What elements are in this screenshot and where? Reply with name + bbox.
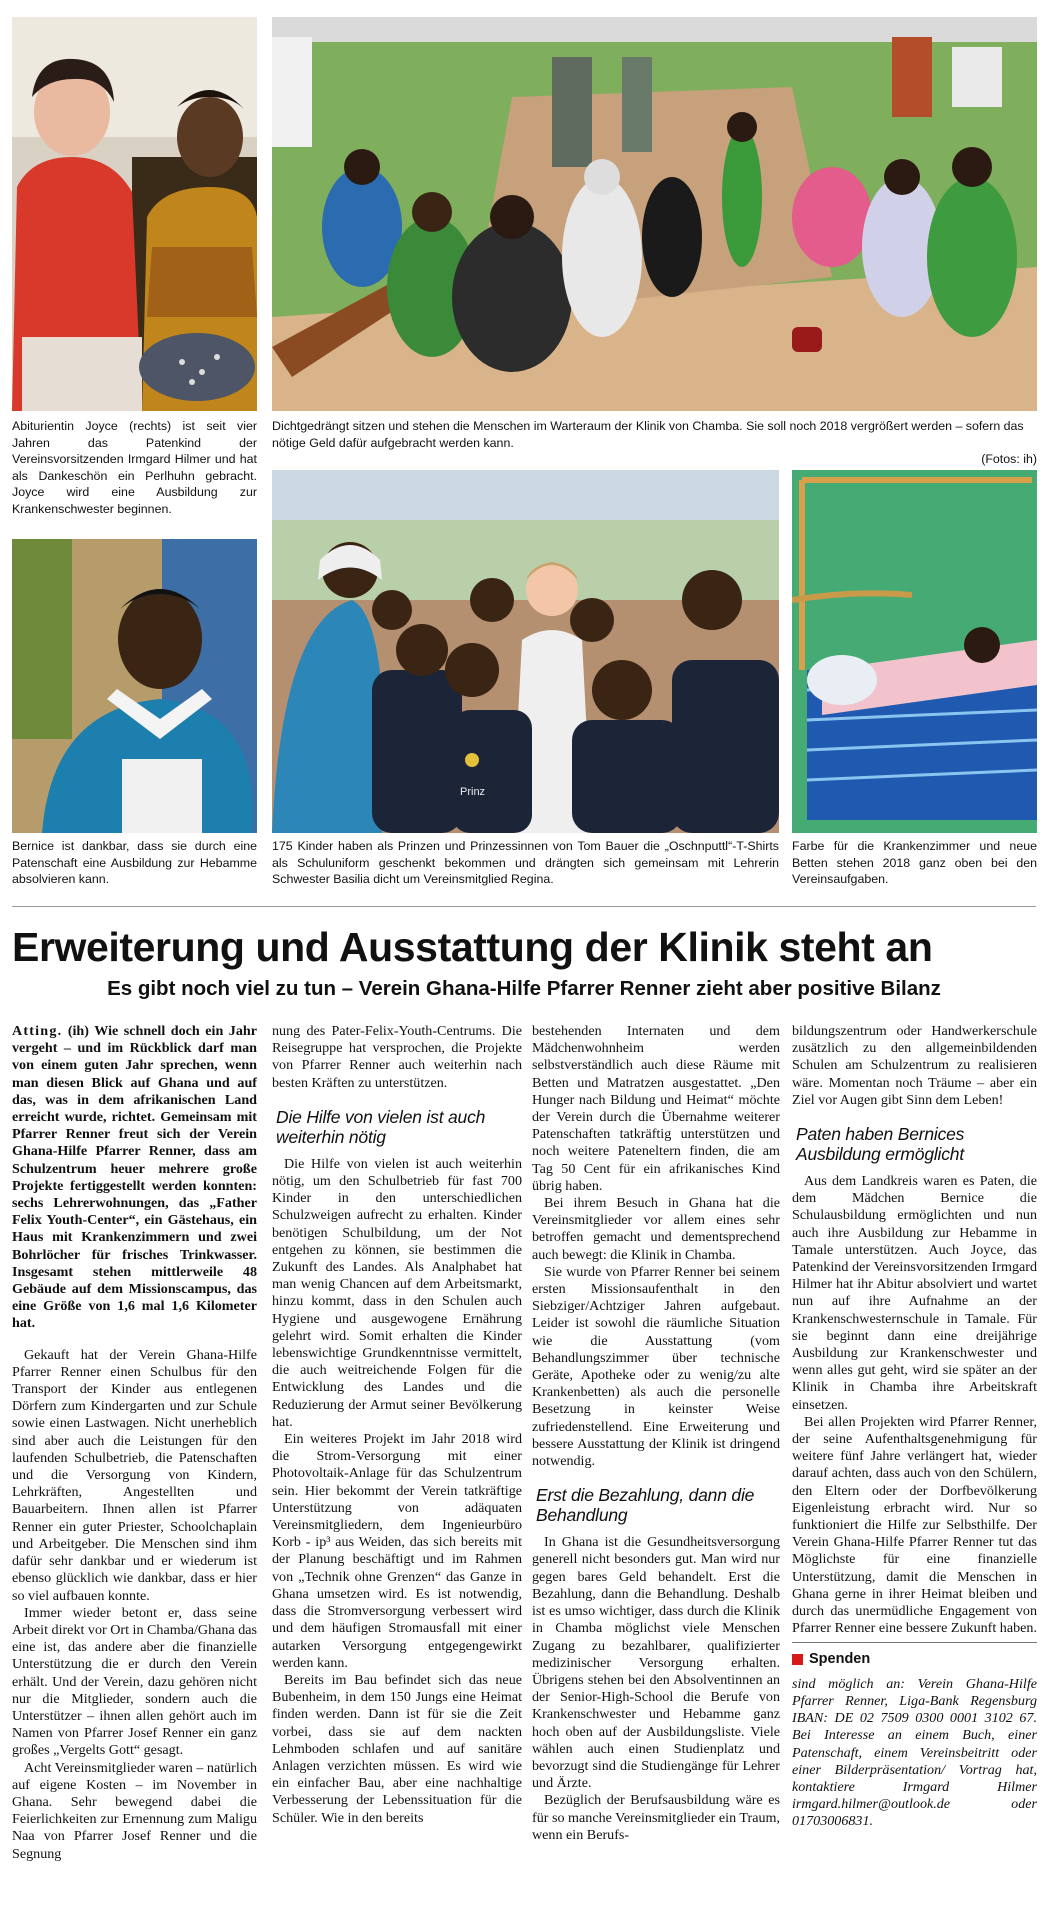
paragraph: Bei allen Projekten wird Pfarrer Renner, der seine Aufenthaltsgenehmigung für weitere fünf Jahre verlängert hat, wieder darauf achten, dass auch von den Schülern, den Eltern oder der Dorfbevölkerung Eigenleistung erbracht wird. Nur so funktioniert die Hilfe zur Selbsthilfe. Der Verein Ghana-Hilfe Pfarrer Renner tut das Möglichste für eine finanzielle Unterstützung, damit die Menschen in Ghana gerne in ihrer Heimat bleiben und durch das unermüdliche Engagement von Pfarrer Renner eine bessere Zukunft haben.: [792, 1413, 1037, 1637]
subheading-bezahlung: Erst die Bezahlung, dann die Behandlung: [536, 1485, 755, 1526]
photo-hospital-bed: [792, 470, 1037, 833]
subheading-hilfe: Die Hilfe von vielen ist auch weiterhin nötig: [276, 1106, 486, 1147]
paragraph: bestehenden Internaten und dem Mädchenwohnheim werden selbstverständlich auch diese Räume mit Betten und Matratzen ausgestattet. „Den Hunger nach Bildung und Heimat“ möchte der Verein durch die Übernahme weiterer Patenschaften tatkräftig unterstützen und noch weitere Pateneltern finden, die am Tag 50 Cent für ein afrikanisches Kind übrig haben.: [532, 1023, 780, 1194]
donation-heading-label: Spenden: [809, 1650, 871, 1667]
paragraph: Acht Vereinsmitglieder waren – natürlich auf eigene Kosten – im November in Ghana. Sehr bewegend dabei die Feierlichkeiten zur Ernennung zum Maligu Naa von Pfarrer Josef Renner und die Segnung: [12, 1759, 257, 1862]
paragraph: Immer wieder betont er, dass seine Arbeit direkt vor Ort in Chamba/Ghana das eine ist, das andere aber die finanzielle Unterstützung die er durch den Verein erhält. Und der Verein, dazu gehören nicht nur die Mitglieder, sondern auch die Unterstützer – ihnen allen gehört auch im Namen von Pfarrer Josef Renner ein ganz großes „Vergelts Gott“ gesagt.: [12, 1604, 257, 1759]
photo-credit: (Fotos: ih): [981, 452, 1037, 467]
caption-waiting-room-text: Dichtgedrängt sitzen und stehen die Menschen im Warteraum der Klinik von Chamba. Sie soll noch 2018 vergrößert werden – sofern das nötige Geld dafür aufgebracht werden kann.: [272, 419, 1024, 450]
caption-joyce: Abiturientin Joyce (rechts) ist seit vier Jahren das Patenkind der Vereinsvorsitzenden Irmgard Hilmer und hat als Dankeschön ein Perlhuhn gebracht. Joyce wird eine Ausbildung zur Krankenschwester beginnen.: [12, 419, 257, 516]
article-lead-text: (ih) Wie schnell doch ein Jahr vergeht – und im Rückblick darf man von einem guten Jahr sprechen, wenn man diesen Blick auf Ghana und auf das, was in dem afrikanischen Land erreicht wurde, richtet. Gemeinsam mit Pfarrer Renner freut sich der Verein Ghana-Hilfe Pfarrer Renner, dass am Schulzentrum heuer mehrere große Projekte fertiggestellt werden konnten: sechs Lehrerwohnungen, das „Father Felix Youth-Center“, ein Gästehaus, ein Haus mit Krankenzimmern und zwei Bohrlöcher für frisches Trinkwasser. Insgesamt stehen mittlerweile 48 Gebäude auf dem Missionscampus, das eine Größe von 1,6 mal 1,6 Kilometer hat.: [12, 1023, 257, 1332]
photo-children-regina: [272, 470, 779, 833]
caption-bernice: Bernice ist dankbar, dass sie durch eine Patenschaft eine Ausbildung zur Hebamme absolvieren kann.: [12, 839, 257, 887]
paragraph: Bezüglich der Berufsausbildung wäre es für so manche Vereinsmitglieder ein Traum, wenn ein Berufs-: [532, 1792, 780, 1843]
paragraph: Aus dem Landkreis waren es Paten, die dem Mädchen Bernice die Schulausbildung ermöglichten und nun auch ihre Ausbildung zur Hebamme in Tamale unterstützen. Auch Joyce, das Patenkind der Vereinsvorsitzenden Irmgard Hilmer hat ihr Abitur absolviert und wartet nun auf ihre Aufnahme an der Krankenschwesternschule in Tamale. Für sie beginnt dann eine dreijährige Ausbildung zur Krankenschwester und wenn alles gut geht, wird sie später an der Klinik in Chamba ihre Arbeitskraft einsetzen.: [792, 1173, 1037, 1413]
paragraph: bildungszentrum oder Handwerkerschule zusätzlich zu den allgemeinbildenden Schulen am Schulzentrum zu realisieren wäre. Momentan noch Träume – aber ein Ziel vor Augen gibt Sinn dem Leben!: [792, 1023, 1037, 1108]
shirt-label-prinz: Prinz: [460, 786, 486, 798]
article-column-4: [792, 1023, 1037, 1918]
article-column-2: [272, 1023, 522, 1918]
article-lead: [12, 1023, 257, 1333]
paragraph: Sie wurde von Pfarrer Renner bei seinem ersten Missionsaufenthalt in den Siebziger/Achtziger Jahren aufgebaut. Leider ist sowohl die räumliche Situation wie die Ausstattung (vom Behandlungszimmer über technische Geräte, Apotheke oder zu wenig/zu alte Krankenbetten) als auch die personelle Besetzung in keinster Weise zufriedenstellend. Eine Erweiterung und bessere Ausstattung der Klinik ist dringend notwendig.: [532, 1263, 780, 1470]
article-column-1: [12, 1023, 257, 1918]
paragraph: Bei ihrem Besuch in Ghana hat die Vereinsmitglieder vor allem eines sehr betroffen gemacht und dementsprechend auch bewegt: die Klinik in Chamba.: [532, 1195, 780, 1263]
photo-bernice: [12, 539, 257, 833]
article-subheadline: Es gibt noch viel zu tun – Verein Ghana-Hilfe Pfarrer Renner zieht aber positive Bilanz: [107, 977, 941, 1000]
caption-waiting-room: [272, 418, 1037, 468]
photo-waiting-room: [272, 17, 1037, 411]
caption-children: 175 Kinder haben als Prinzen und Prinzessinnen von Tom Bauer die „Oschnputtl“-T-Shirts als Schuluniform geschenkt bekommen und drängten sich gemeinsam mit Lehrerin Schwester Basilia dicht um Vereinsmitglied Regina.: [272, 839, 779, 887]
paragraph: In Ghana ist die Gesundheitsversorgung generell nicht besonders gut. Man wird nur gegen bares Geld behandelt. Erst die Bezahlung, dann die Behandlung. Deshalb ist es umso wichtiger, dass durch die Klinik in Chamba möglichst viele Menschen Zugang zu bezahlbarer, qualifizierter medizinischer Versorgung erhalten. Übrigens stehen bei den Absolventinnen an der Senior-High-School die Berufe von Krankenschwester und Hebamme ganz hoch oben auf der Ausbildungsliste. Viele wählen auch einen Studienplatz und bevorzugt sind die Studiengänge für Lehrer und Ärzte.: [532, 1534, 780, 1792]
caption-bed: Farbe für die Krankenzimmer und neue Betten stehen 2018 ganz oben bei den Vereinsaufgaben.: [792, 839, 1037, 887]
paragraph: Gekauft hat der Verein Ghana-Hilfe Pfarrer Renner einen Schulbus für den Transport der Kinder aus entlegenen Dörfern zum Kindergarten und zur Schule sowie einen Lastwagen. Nicht unerheblich sind aber auch die Leistungen für den laufenden Schulbetrieb, die Patenschaften und die Versorgung von Kindern, Lehrkräften, Angestellten und Bauarbeitern. Ihnen allen ist Pfarrer Renner ein guter Priester, Schoolchaplain und Arbeitgeber. Die Menschen sind ihm dafür sehr dankbar und er wiederum ist ebenso glücklich wie dankbar, dass er hier so viel aufbauen konnte.: [12, 1346, 257, 1604]
article-dateline: Atting.: [12, 1023, 63, 1039]
subheading-paten: Paten haben Bernices Ausbildung ermöglicht: [796, 1124, 965, 1165]
paragraph: Bereits im Bau befindet sich das neue Bubenheim, in dem 150 Jungs eine Heimat finden werden. Dann ist für sie die Zeit vorbei, dass sie auf dem nackten Lehmboden schlafen und auf sanitäre Anlagen verzichten müssen. Es wird wie ein einfacher Bau, aber eine nachhaltige Verbesserung der Lebenssituation für die Schüler. Wie in den bereits: [272, 1671, 522, 1826]
paragraph: nung des Pater-Felix-Youth-Centrums. Die Reisegruppe hat versprochen, die Projekte von Pfarrer Renner auch weiterhin nach besten Kräften zu unterstützen.: [272, 1023, 522, 1091]
paragraph: Die Hilfe von vielen ist auch weiterhin nötig, um den Schulbetrieb für fast 700 Kinder in den unterschiedlichen Schulzweigen aufrecht zu erhalten. Kinder benötigen Schulbildung, um der Not entgehen zu können, sie bestimmen die Zukunft des Landes. Als Analphabet hat man wenig Chancen auf dem Arbeitsmarkt, hinzu kommt, dass in den Schulen auch Hygiene und ausgewogene Ernährung gelehrt wird. Somit erhalten die Kinder lebenswichtige Grundkenntnisse vermittelt, die auch weitreichende Folgen für die Entwicklung des Landes und die Reduzierung der Armut seiner Bevölkerung hat.: [272, 1155, 522, 1430]
divider: [12, 906, 1036, 907]
article-headline: Erweiterung und Ausstattung der Klinik steht an: [12, 924, 933, 970]
donation-box: [792, 1642, 1037, 1831]
paragraph: Ein weiteres Projekt im Jahr 2018 wird die Strom-Versorgung mit einer Photovoltaik-Anlage für das Schulzentrum sein. Hier bekommt der Verein tatkräftige Unterstützung von adäquaten Vereinsmitgliedern, dem Ingenieurbüro Korb - ip³ aus Weiden, das sich bereits mit der Planung beschäftigt und im Rahmen von „Technik ohne Grenzen“ das Ganze in Ghana umsetzen wird. Es ist notwendig, dass die Stromversorgung verbessert wird und dem häufigen Stromausfall mit einer autarken Versorgung entgegengewirkt werden kann.: [272, 1431, 522, 1671]
donation-heading: [792, 1651, 1037, 1668]
donation-text: sind möglich an: Verein Ghana-Hilfe Pfarrer Renner, Liga-Bank Regensburg IBAN: DE 02 7509 0300 0001 3102 67. Bei Interesse an einem Buch, einer Patenschaft, einem Vereinsbeitritt oder einer Bilderpräsentation/ Vortrag hat, kontaktiere Irmgard Hilmer irmgard.hilmer@outlook.de oder 01703006831.: [792, 1675, 1037, 1830]
red-square-icon: [792, 1654, 803, 1665]
photo-joyce-hilmer: [12, 17, 257, 411]
article-column-3: [532, 1023, 780, 1918]
